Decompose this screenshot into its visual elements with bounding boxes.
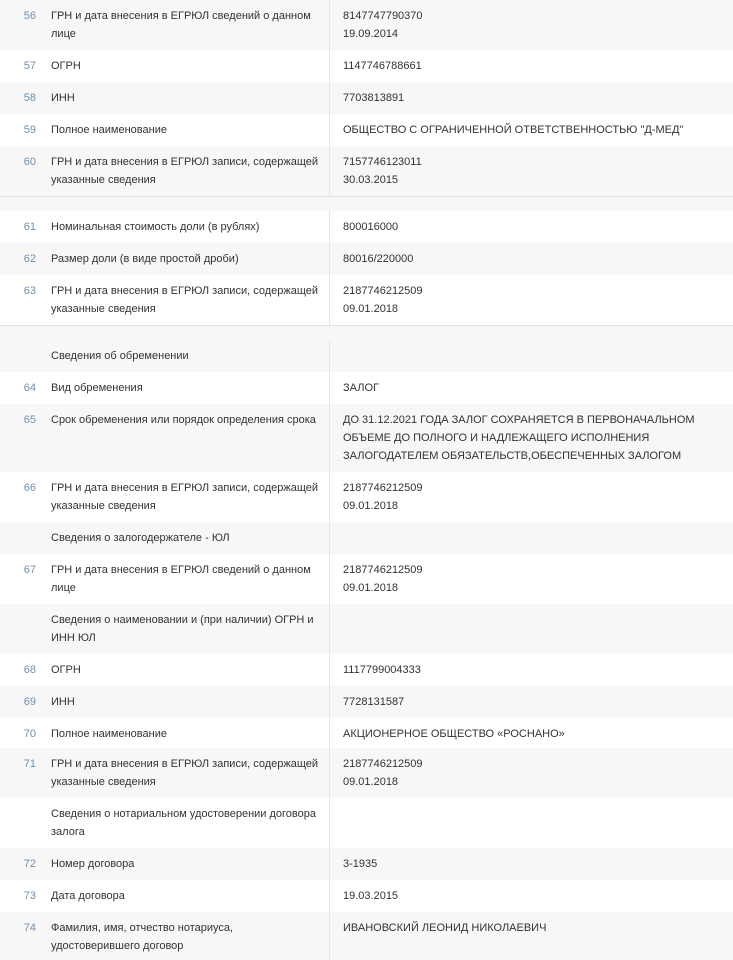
field-label-line: Полное наименование bbox=[51, 728, 167, 740]
field-value-line: 7728131587 bbox=[343, 696, 405, 708]
field-label-line: Номер договора bbox=[51, 858, 135, 870]
field-label-line: залога bbox=[51, 826, 85, 838]
table-row bbox=[0, 912, 733, 960]
row-number bbox=[0, 522, 36, 529]
field-value bbox=[343, 912, 713, 937]
column-divider bbox=[329, 50, 330, 82]
field-value bbox=[343, 798, 713, 805]
field-label-line: Полное наименование bbox=[51, 124, 167, 136]
field-value bbox=[343, 718, 713, 743]
row-number: 69 bbox=[23, 696, 36, 708]
field-value bbox=[343, 472, 713, 515]
field-value-line: 2187746212509 bbox=[343, 564, 423, 576]
field-value-line: 7703813891 bbox=[343, 92, 405, 104]
field-label bbox=[51, 748, 321, 791]
field-label bbox=[51, 880, 321, 905]
field-label-line: Вид обременения bbox=[51, 382, 143, 394]
field-label-line: удостоверившего договор bbox=[51, 940, 184, 952]
field-value bbox=[343, 554, 713, 597]
row-number: 57 bbox=[23, 60, 36, 72]
field-value-line: 3-1935 bbox=[343, 858, 378, 870]
field-value bbox=[343, 340, 713, 347]
field-value-line: 800016000 bbox=[343, 221, 399, 233]
field-value bbox=[343, 146, 713, 189]
table-row bbox=[0, 554, 733, 604]
field-label-line: Сведения о залогодержателе - ЮЛ bbox=[51, 532, 230, 544]
row-number: 61 bbox=[23, 221, 36, 233]
column-divider bbox=[329, 718, 330, 748]
table-row bbox=[0, 880, 733, 912]
row-number: 63 bbox=[23, 285, 36, 297]
field-value-line: 1117799004333 bbox=[343, 664, 421, 676]
field-value-line: 1147746788661 bbox=[343, 60, 422, 72]
column-divider bbox=[329, 748, 330, 798]
table-row bbox=[0, 340, 733, 372]
column-divider bbox=[329, 211, 330, 243]
field-value-line: ДО 31.12.2021 ГОДА ЗАЛОГ СОХРАНЯЕТСЯ В ПЕРВОНАЧАЛЬНОМ bbox=[343, 414, 695, 426]
field-value bbox=[343, 372, 713, 397]
field-label-line: Сведения об обременении bbox=[51, 350, 189, 362]
column-divider bbox=[329, 275, 330, 325]
field-label bbox=[51, 243, 321, 268]
column-divider bbox=[329, 686, 330, 718]
column-divider bbox=[329, 654, 330, 686]
row-number: 62 bbox=[23, 253, 36, 265]
field-label bbox=[51, 211, 321, 236]
field-value-line: 80016/220000 bbox=[343, 253, 414, 265]
column-divider bbox=[329, 372, 330, 404]
field-label-line: ИНН bbox=[51, 92, 75, 104]
row-number bbox=[0, 340, 36, 347]
field-label bbox=[51, 82, 321, 107]
field-label-line: ГРН и дата внесения в ЕГРЮЛ записи, содержащей bbox=[51, 285, 319, 297]
column-divider bbox=[329, 340, 330, 372]
field-label bbox=[51, 522, 321, 547]
field-value bbox=[343, 0, 713, 43]
field-value-line: ЗАЛОГОДАТЕЛЕМ ОБЯЗАТЕЛЬСТВ,ОБЕСПЕЧЕННЫХ ЗАЛОГОМ bbox=[343, 450, 682, 462]
row-number: 60 bbox=[23, 156, 36, 168]
field-value bbox=[343, 522, 713, 529]
row-number: 56 bbox=[23, 10, 36, 22]
field-label-line: ГРН и дата внесения в ЕГРЮЛ записи, содержащей bbox=[51, 156, 319, 168]
row-number bbox=[0, 604, 36, 611]
field-label-line: ОГРН bbox=[51, 60, 81, 72]
field-label bbox=[51, 340, 321, 365]
table-row bbox=[0, 522, 733, 554]
table-row bbox=[0, 748, 733, 798]
field-label-line: Срок обременения или порядок определения срока bbox=[51, 414, 316, 426]
field-value-line: АКЦИОНЕРНОЕ ОБЩЕСТВО «РОСНАНО» bbox=[343, 728, 565, 740]
field-value bbox=[343, 404, 713, 465]
field-label bbox=[51, 50, 321, 75]
row-number: 72 bbox=[23, 858, 36, 870]
field-value-line: 19.09.2014 bbox=[343, 28, 399, 40]
field-value-line: ОБЩЕСТВО С ОГРАНИЧЕННОЙ ОТВЕТСТВЕННОСТЬЮ "Д-МЕД" bbox=[343, 124, 684, 136]
field-label-line: Фамилия, имя, отчество нотариуса, bbox=[51, 922, 234, 934]
table-row bbox=[0, 50, 733, 82]
field-label-line: ГРН и дата внесения в ЕГРЮЛ сведений о данном bbox=[51, 564, 311, 576]
field-label-line: лице bbox=[51, 582, 76, 594]
row-number: 59 bbox=[23, 124, 36, 136]
field-value bbox=[343, 654, 713, 679]
section-separator bbox=[0, 325, 733, 341]
table-row bbox=[0, 114, 733, 146]
row-number: 66 bbox=[23, 482, 36, 494]
field-label-line: указанные сведения bbox=[51, 303, 156, 315]
field-value bbox=[343, 114, 713, 139]
field-value-line: 09.01.2018 bbox=[343, 776, 399, 788]
column-divider bbox=[329, 604, 330, 654]
field-label bbox=[51, 146, 321, 189]
field-value bbox=[343, 686, 713, 711]
field-label bbox=[51, 372, 321, 397]
field-value-line: 2187746212509 bbox=[343, 285, 423, 297]
row-number: 65 bbox=[23, 414, 36, 426]
field-value-line: 8147747790370 bbox=[343, 10, 423, 22]
field-label bbox=[51, 275, 321, 318]
field-value bbox=[343, 275, 713, 318]
column-divider bbox=[329, 82, 330, 114]
table-row bbox=[0, 686, 733, 718]
field-value-line: 30.03.2015 bbox=[343, 174, 399, 186]
field-label-line: Размер доли (в виде простой дроби) bbox=[51, 253, 239, 265]
field-value bbox=[343, 748, 713, 791]
column-divider bbox=[329, 554, 330, 604]
table-row bbox=[0, 82, 733, 114]
field-label-line: Номинальная стоимость доли (в рублях) bbox=[51, 221, 260, 233]
row-number: 74 bbox=[23, 922, 36, 934]
table-row bbox=[0, 604, 733, 654]
table-row bbox=[0, 798, 733, 848]
field-label bbox=[51, 554, 321, 597]
column-divider bbox=[329, 114, 330, 146]
row-number: 67 bbox=[23, 564, 36, 576]
field-label bbox=[51, 472, 321, 515]
field-label bbox=[51, 0, 321, 43]
table-row bbox=[0, 146, 733, 196]
field-value-line: 09.01.2018 bbox=[343, 500, 399, 512]
field-label-line: ОГРН bbox=[51, 664, 81, 676]
field-value-line: 2187746212509 bbox=[343, 482, 423, 494]
field-value-line: 19.03.2015 bbox=[343, 890, 399, 902]
field-label bbox=[51, 718, 321, 743]
field-label-line: указанные сведения bbox=[51, 174, 156, 186]
field-value-line: ЗАЛОГ bbox=[343, 382, 379, 394]
field-value bbox=[343, 211, 713, 236]
field-value bbox=[343, 604, 713, 611]
field-value-line: 09.01.2018 bbox=[343, 582, 399, 594]
column-divider bbox=[329, 798, 330, 848]
field-label bbox=[51, 912, 321, 955]
column-divider bbox=[329, 880, 330, 912]
column-divider bbox=[329, 243, 330, 275]
field-label bbox=[51, 686, 321, 711]
table-row bbox=[0, 654, 733, 686]
row-number: 70 bbox=[23, 728, 36, 740]
table-row bbox=[0, 243, 733, 275]
table-row bbox=[0, 472, 733, 522]
table-row bbox=[0, 404, 733, 472]
field-label-line: ГРН и дата внесения в ЕГРЮЛ записи, содержащей bbox=[51, 482, 319, 494]
column-divider bbox=[329, 404, 330, 472]
section-separator bbox=[0, 196, 733, 212]
column-divider bbox=[329, 912, 330, 960]
row-number: 71 bbox=[23, 758, 36, 770]
field-label-line: ГРН и дата внесения в ЕГРЮЛ сведений о данном bbox=[51, 10, 311, 22]
table-row bbox=[0, 372, 733, 404]
field-value bbox=[343, 880, 713, 905]
table-row bbox=[0, 275, 733, 325]
field-value bbox=[343, 848, 713, 873]
table-row bbox=[0, 848, 733, 880]
field-value-line: 7157746123011 bbox=[343, 156, 422, 168]
field-value-line: 09.01.2018 bbox=[343, 303, 399, 315]
column-divider bbox=[329, 522, 330, 554]
field-label-line: указанные сведения bbox=[51, 500, 156, 512]
field-label bbox=[51, 848, 321, 873]
row-number: 64 bbox=[23, 382, 36, 394]
field-label bbox=[51, 798, 321, 841]
field-label-line: Дата договора bbox=[51, 890, 125, 902]
field-value bbox=[343, 50, 713, 75]
row-number: 68 bbox=[23, 664, 36, 676]
row-number: 73 bbox=[23, 890, 36, 902]
field-label-line: указанные сведения bbox=[51, 776, 156, 788]
column-divider bbox=[329, 848, 330, 880]
field-label-line: ИНН bbox=[51, 696, 75, 708]
field-label-line: Сведения о нотариальном удостоверении договора bbox=[51, 808, 316, 820]
field-value bbox=[343, 243, 713, 268]
column-divider bbox=[329, 472, 330, 522]
field-label bbox=[51, 114, 321, 139]
field-value bbox=[343, 82, 713, 107]
field-label-line: ИНН ЮЛ bbox=[51, 632, 96, 644]
column-divider bbox=[329, 0, 330, 50]
field-label-line: лице bbox=[51, 28, 76, 40]
field-label bbox=[51, 604, 321, 647]
table-row bbox=[0, 718, 733, 748]
field-value-line: 2187746212509 bbox=[343, 758, 423, 770]
field-label bbox=[51, 654, 321, 679]
field-value-line: ИВАНОВСКИЙ ЛЕОНИД НИКОЛАЕВИЧ bbox=[343, 922, 547, 934]
field-value-line: ОБЪЕМЕ ДО ПОЛНОГО И НАДЛЕЖАЩЕГО ИСПОЛНЕНИЯ bbox=[343, 432, 650, 444]
field-label-line: Сведения о наименовании и (при наличии) ОГРН и bbox=[51, 614, 314, 626]
table-row bbox=[0, 0, 733, 50]
row-number: 58 bbox=[23, 92, 36, 104]
row-number bbox=[0, 798, 36, 805]
table-row bbox=[0, 211, 733, 243]
field-label bbox=[51, 404, 321, 429]
column-divider bbox=[329, 146, 330, 196]
field-label-line: ГРН и дата внесения в ЕГРЮЛ записи, содержащей bbox=[51, 758, 319, 770]
